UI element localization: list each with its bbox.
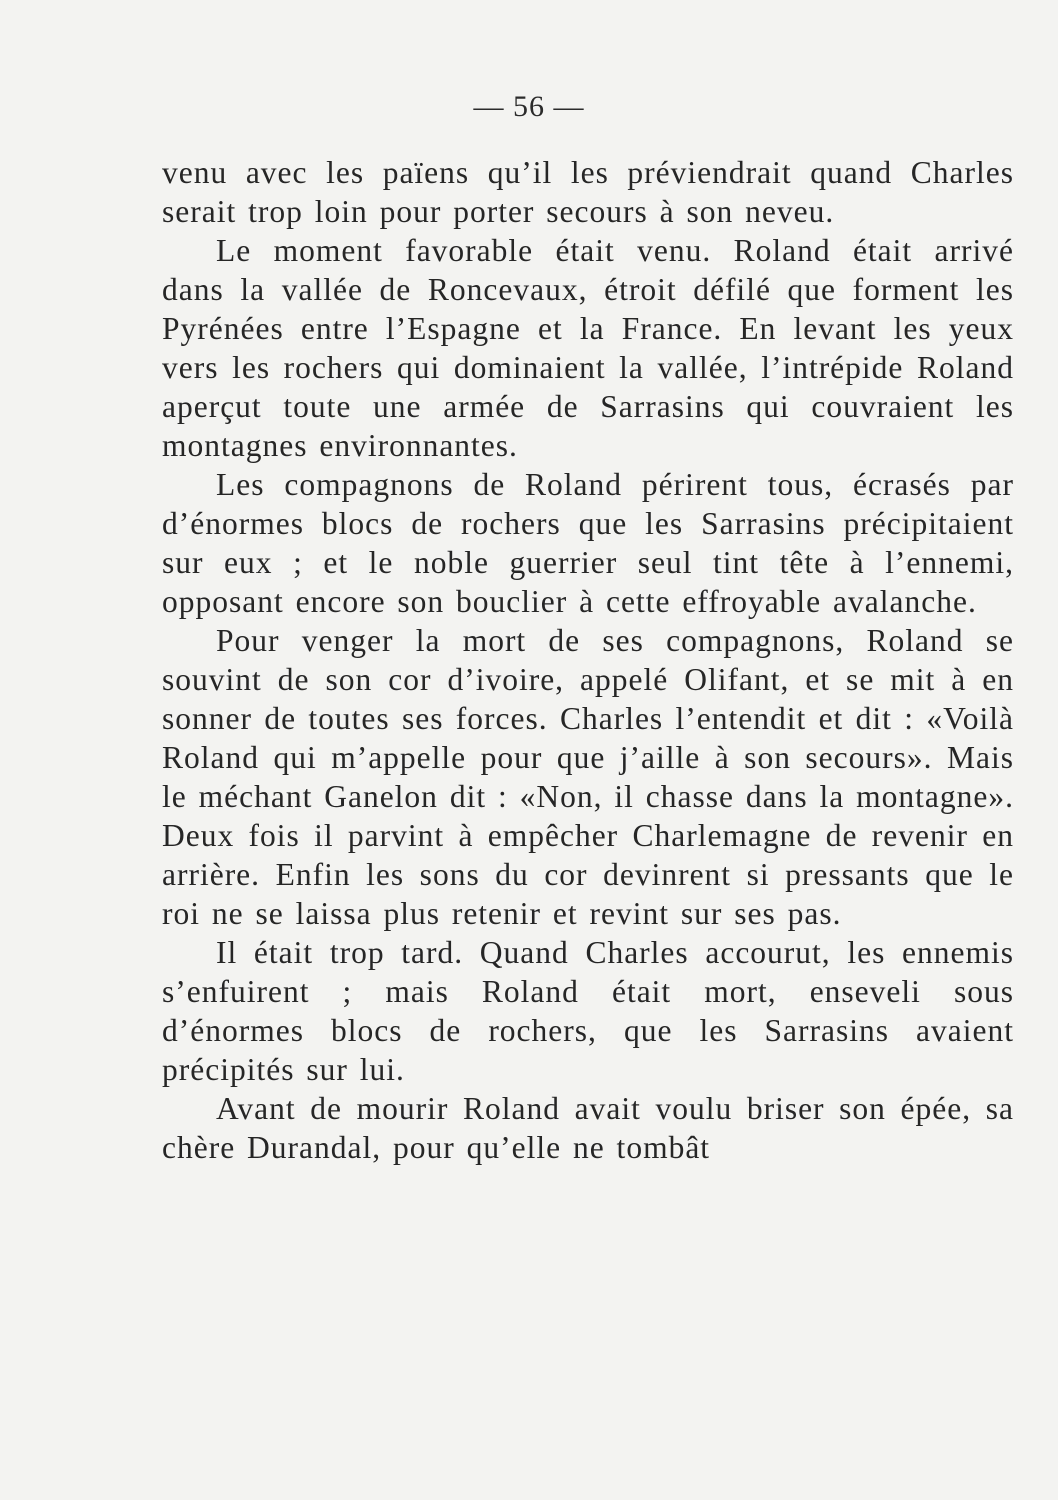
paragraph: Les compagnons de Roland périrent tous, écrasés par d’énormes blocs de rochers que les Sarrasins précipitaient sur eux ; et le noble guerrier seul tint tête à l’ennemi, opposant encore son bouclier à cette effroyable avalanche. bbox=[162, 467, 1014, 619]
paragraph: Il était trop tard. Quand Charles accourut, les ennemis s’enfuirent ; mais Roland était mort, enseveli sous d’énormes blocs de rochers, que les Sarrasins avaient précipités sur lui. bbox=[162, 935, 1014, 1087]
page-number: — 56 — bbox=[473, 90, 585, 123]
paragraph: Le moment favorable était venu. Roland était arrivé dans la vallée de Roncevaux, étroit défilé que forment les Pyrénées entre l’Espagne et la France. En levant les yeux vers les rochers qui dominaient la vallée, l’intrépide Roland aperçut toute une armée de Sarrasins qui couvraient les montagnes environnantes. bbox=[162, 233, 1014, 463]
body-text bbox=[162, 153, 1014, 1167]
paragraph: Avant de mourir Roland avait voulu briser son épée, sa chère Durandal, pour qu’elle ne tombât bbox=[162, 1091, 1014, 1165]
paragraph: Pour venger la mort de ses compagnons, Roland se souvint de son cor d’ivoire, appelé Olifant, et se mit à en sonner de toutes ses forces. Charles l’entendit et dit : «Voilà Roland qui m’appelle pour que j’aille à son secours». Mais le méchant Ganelon dit : «Non, il chasse dans la montagne». Deux fois il parvint à empêcher Charlemagne de revenir en arrière. Enfin les sons du cor devinrent si pressants que le roi ne se laissa plus retenir et revint sur ses pas. bbox=[162, 623, 1014, 931]
paragraph-continued: venu avec les païens qu’il les préviendrait quand Charles serait trop loin pour porter secours à son neveu. bbox=[162, 155, 1014, 229]
